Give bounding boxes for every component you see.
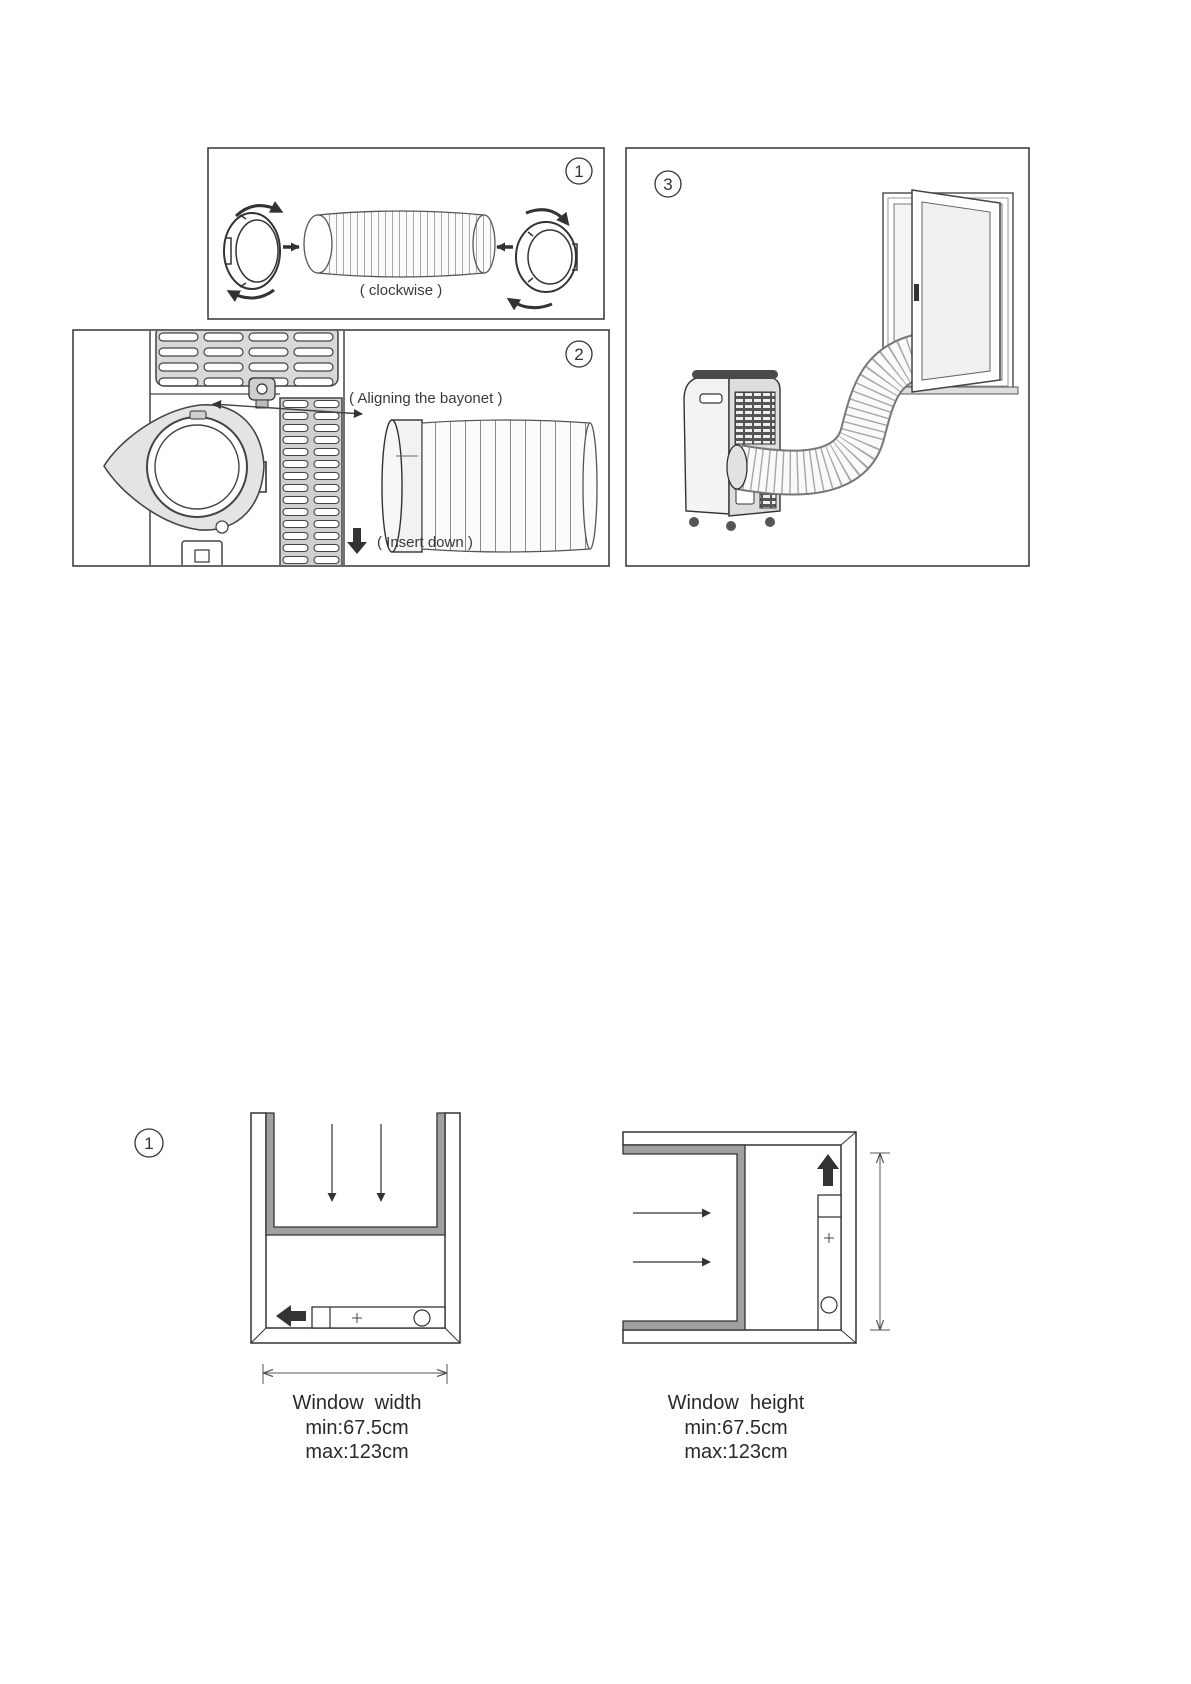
window-width-max: max:123cm — [305, 1441, 409, 1463]
height-dimension — [870, 1153, 890, 1330]
bayonet-label: ( Aligning the bayonet ) — [349, 390, 503, 407]
open-window-sash — [912, 190, 1000, 392]
step-number: 1 — [574, 162, 584, 181]
insert-down-label: ( Insert down ) — [377, 534, 473, 551]
hose-end-left — [304, 215, 332, 273]
caster — [765, 517, 775, 527]
sash-handle — [914, 284, 919, 301]
step-badge — [566, 341, 592, 367]
adapter-screw — [216, 521, 228, 533]
exhaust-hose — [304, 211, 495, 277]
drain-port — [195, 550, 209, 562]
step-number: 2 — [574, 345, 584, 364]
left-hose-ring — [224, 213, 280, 289]
ring-inner — [236, 220, 278, 282]
window-height-diagram — [623, 1132, 890, 1463]
slider-hose-port — [821, 1297, 837, 1313]
collar-opening — [382, 420, 402, 552]
unit-grille — [735, 392, 775, 444]
clockwise-label: ( clockwise ) — [359, 282, 443, 299]
caster — [726, 521, 736, 531]
caster — [689, 517, 699, 527]
window-slider-kit — [818, 1195, 841, 1330]
sliding-sash — [623, 1145, 745, 1330]
adapter-tab — [190, 411, 206, 419]
adapter-ring-inner — [155, 425, 239, 509]
step-number: 3 — [663, 175, 673, 194]
sliding-sash — [266, 1113, 445, 1235]
unit-top — [692, 370, 778, 379]
window-height-max: max:123cm — [684, 1441, 788, 1463]
hose-with-collar — [382, 420, 597, 552]
hose-end-right — [473, 215, 495, 273]
right-hose-ring — [516, 222, 577, 292]
window-width-title: Window width — [292, 1392, 422, 1414]
arrow-up-icon — [817, 1154, 839, 1186]
panel-installation — [626, 148, 1029, 566]
window-height-min: min:67.5cm — [684, 1417, 788, 1439]
panel-hose-assembly — [208, 148, 604, 319]
window-height-title: Window height — [667, 1392, 805, 1414]
unit-handle — [700, 394, 722, 403]
window-width-min: min:67.5cm — [305, 1417, 409, 1439]
window-kit-step-badge — [135, 1129, 163, 1157]
ring-inner — [528, 230, 572, 284]
sash-glass — [922, 202, 990, 380]
bracket-pin — [257, 384, 267, 394]
slider-hose-port — [414, 1310, 430, 1326]
arrow-left-icon — [276, 1305, 306, 1327]
window-width-diagram — [251, 1113, 460, 1463]
upper-grille — [156, 326, 338, 386]
hose-body — [422, 420, 590, 552]
step-number: 1 — [144, 1134, 154, 1153]
panel-hose-attach — [73, 318, 609, 588]
hose-body — [318, 211, 484, 277]
width-dimension — [263, 1364, 447, 1384]
hose-end — [583, 423, 597, 549]
side-vent — [280, 398, 342, 573]
hose-unit-adapter — [727, 445, 747, 489]
window-slider-kit — [312, 1307, 445, 1328]
